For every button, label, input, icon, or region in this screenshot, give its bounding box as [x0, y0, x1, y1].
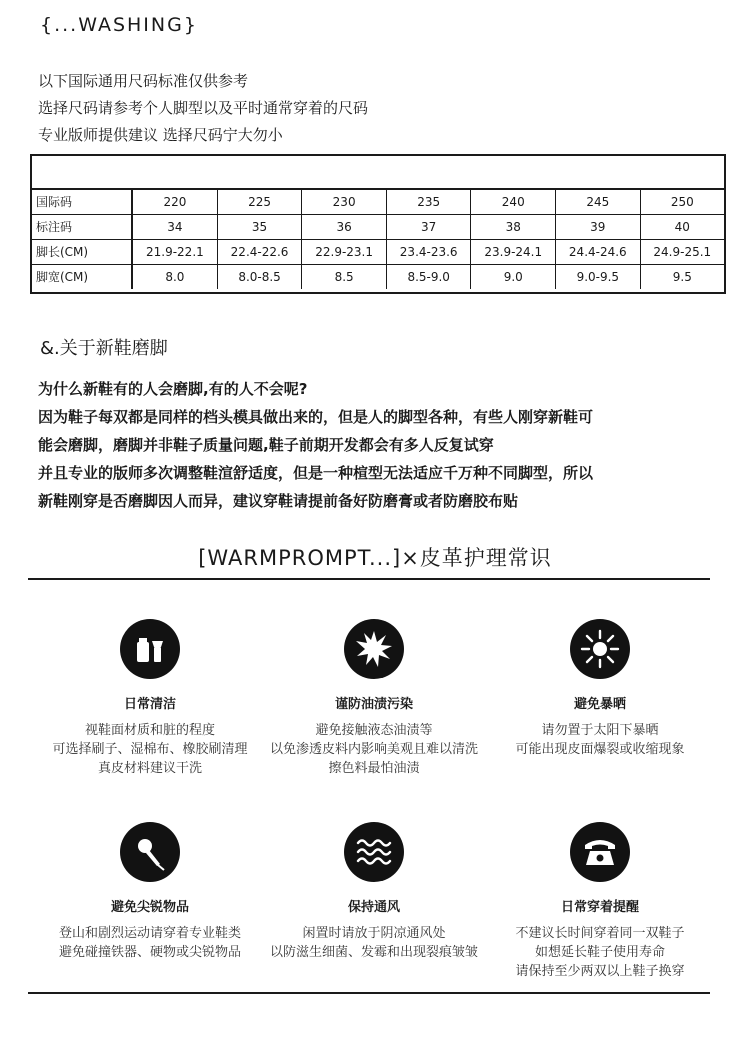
row-label: 脚宽(CM) [32, 264, 132, 289]
table-cell: 22.9-23.1 [302, 239, 387, 264]
care-item-daily-wear [475, 822, 725, 981]
table-row [32, 264, 724, 289]
table-cell: 8.0 [132, 264, 217, 289]
desc-line: 避免接触液态油渍等 [315, 723, 433, 738]
table-cell: 8.5-9.0 [386, 264, 471, 289]
pushpin-icon [120, 822, 180, 882]
table-row [32, 189, 724, 214]
body-line: 能会磨脚，磨脚并非鞋子质量问题,鞋子前期开发都会有多人反复试穿 [38, 436, 494, 454]
care-description [25, 924, 275, 962]
body-line: 为什么新鞋有的人会磨脚,有的人不会呢? [38, 380, 308, 398]
desc-line: 擦色料最怕油渍 [328, 761, 420, 776]
desc-line: 避免碰撞铁器、硬物或尖锐物品 [58, 945, 241, 960]
table-cell: 34 [132, 214, 217, 239]
table-cell: 245 [556, 189, 641, 214]
table-row [32, 214, 724, 239]
table-cell: 35 [217, 214, 302, 239]
table-cell: 40 [640, 214, 724, 239]
table-cell: 38 [471, 214, 556, 239]
table-row [32, 239, 724, 264]
desc-line: 以防滋生细菌、发霉和出现裂痕皱皱 [269, 945, 478, 960]
washing-title: {...WASHING} [40, 14, 198, 36]
table-cell: 8.5 [302, 264, 387, 289]
desc-line: 登山和剧烈运动请穿着专业鞋类 [58, 926, 241, 941]
intro-line: 专业版师提供建议 选择尺码宁大勿小 [38, 126, 283, 144]
table-cell: 9.0-9.5 [556, 264, 641, 289]
table-cell: 39 [556, 214, 641, 239]
care-label: 日常清洁 [123, 697, 176, 712]
row-label: 国际码 [32, 189, 132, 214]
body-line: 并且专业的版师多次调整鞋渲舒适度，但是一种楦型无法适应千万种不同脚型，所以 [38, 464, 594, 482]
care-label: 避免尖锐物品 [110, 900, 189, 915]
ventilation-waves-icon [344, 822, 404, 882]
desc-line: 真皮材料建议干洗 [97, 761, 202, 776]
size-table [32, 188, 724, 289]
size-chart [30, 154, 726, 294]
table-cell: 23.4-23.6 [386, 239, 471, 264]
cleaning-bottles-icon [120, 619, 180, 679]
table-cell: 22.4-22.6 [217, 239, 302, 264]
body-line: 因为鞋子每双都是同样的档头模具做出来的，但是人的脚型各种，有些人刚穿新鞋可 [38, 408, 594, 426]
care-description [475, 924, 725, 981]
desc-line: 请勿置于太阳下暴晒 [541, 723, 659, 738]
intro-line: 选择尺码请参考个人脚型以及平时通常穿着的尺码 [38, 99, 369, 117]
warm-prompt-title: [WARMPROMPT...]×皮革护理常识 [198, 546, 552, 570]
divider [28, 992, 710, 994]
intro-line: 以下国际通用尺码标准仅供参考 [38, 72, 249, 90]
table-cell: 9.5 [640, 264, 724, 289]
table-cell: 37 [386, 214, 471, 239]
care-label: 谨防油渍污染 [334, 697, 413, 712]
care-description [249, 721, 499, 778]
table-cell: 225 [217, 189, 302, 214]
table-cell: 8.0-8.5 [217, 264, 302, 289]
table-cell: 36 [302, 214, 387, 239]
desc-line: 以免渗透皮料内影响美观且难以清洗 [269, 742, 478, 757]
table-cell: 21.9-22.1 [132, 239, 217, 264]
desc-line: 不建议长时间穿着同一双鞋子 [515, 926, 685, 941]
desc-line: 视鞋面材质和脏的程度 [84, 723, 215, 738]
desc-line: 可能出现皮面爆裂或收缩现象 [515, 742, 685, 757]
table-cell: 250 [640, 189, 724, 214]
care-item-oil-stain [249, 619, 499, 778]
table-cell: 9.0 [471, 264, 556, 289]
section-title-new-shoes: &.关于新鞋磨脚 [40, 338, 168, 359]
sun-icon [570, 619, 630, 679]
table-cell: 23.9-24.1 [471, 239, 556, 264]
desc-line: 可选择刷子、湿棉布、橡胶刷清理 [52, 742, 248, 757]
care-item-sharp-objects [25, 822, 275, 962]
table-cell: 235 [386, 189, 471, 214]
row-label: 脚长(CM) [32, 239, 132, 264]
body-line: 新鞋刚穿是否磨脚因人而异，建议穿鞋请提前备好防磨膏或者防磨胶布贴 [38, 492, 519, 510]
intro-text [38, 68, 368, 149]
care-description [25, 721, 275, 778]
row-label: 标注码 [32, 214, 132, 239]
new-shoes-text [38, 375, 593, 515]
care-description [475, 721, 725, 759]
table-cell: 24.4-24.6 [556, 239, 641, 264]
desc-line: 如想延长鞋子使用寿命 [534, 945, 665, 960]
stain-splash-icon [344, 619, 404, 679]
table-cell: 24.9-25.1 [640, 239, 724, 264]
telephone-icon [570, 822, 630, 882]
care-item-cleaning [25, 619, 275, 778]
desc-line: 请保持至少两双以上鞋子换穿 [515, 964, 685, 979]
divider [28, 578, 710, 580]
care-item-ventilation [249, 822, 499, 962]
care-label: 避免暴晒 [573, 697, 626, 712]
care-label: 日常穿着提醒 [560, 900, 639, 915]
care-item-sunlight [475, 619, 725, 759]
care-description [249, 924, 499, 962]
table-cell: 240 [471, 189, 556, 214]
table-cell: 230 [302, 189, 387, 214]
desc-line: 闲置时请放于阴凉通风处 [302, 926, 446, 941]
table-cell: 220 [132, 189, 217, 214]
care-label: 保持通风 [347, 900, 400, 915]
